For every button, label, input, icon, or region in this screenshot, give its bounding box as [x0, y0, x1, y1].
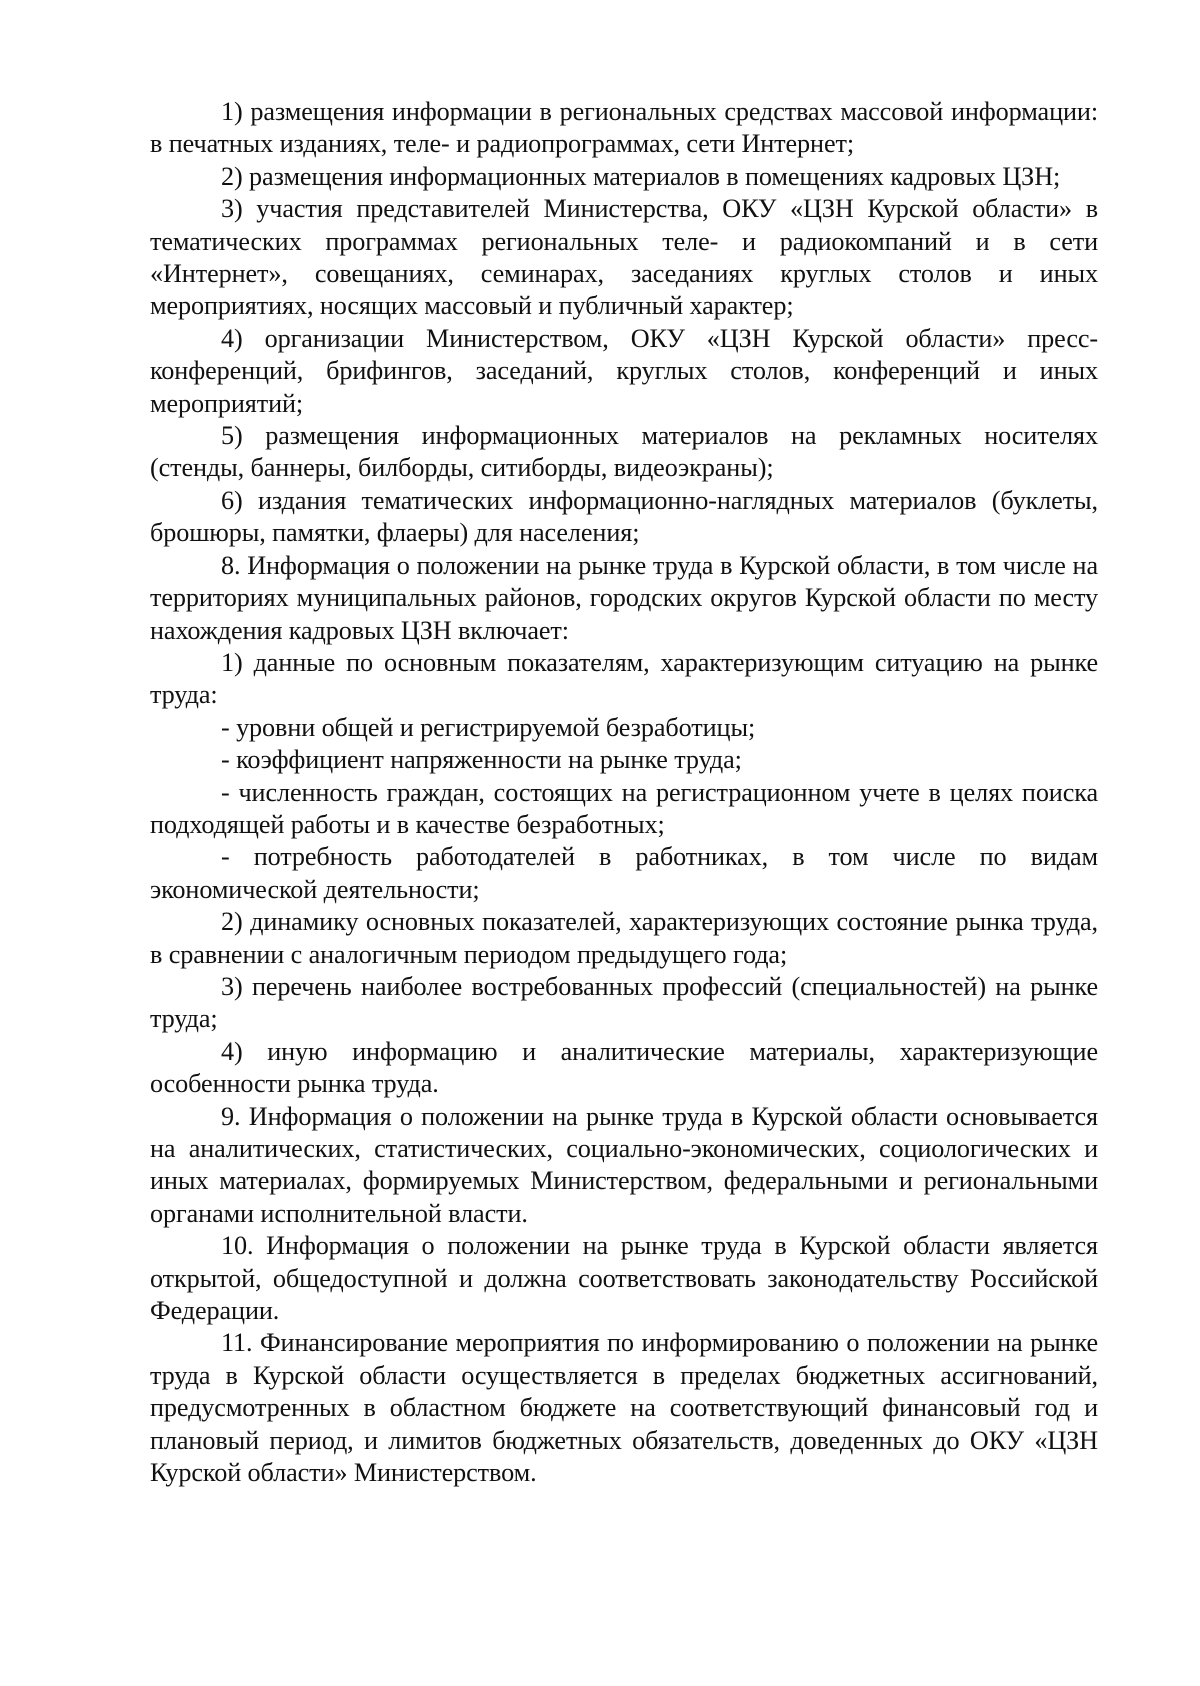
paragraph-item-4-organization: 4) организации Министерством, ОКУ «ЦЗН Курской области» пресс-конференций, брифингов, заседаний, круглых столов, конференций и иных мероприятий; — [150, 323, 1098, 418]
paragraph-bullet-registered: - численность граждан, состоящих на регистрационном учете в целях поиска подходящей работы и в качестве безработных; — [150, 777, 1098, 839]
paragraph-item-1-media: 1) размещения информации в региональных средствах массовой информации: в печатных изданиях, теле- и радиопрограммах, сети Интернет; — [150, 97, 1098, 159]
paragraph-item-3-professions: 3) перечень наиболее востребованных профессий (специальностей) на рынке труда; — [150, 971, 1098, 1034]
paragraph-section-10: 10. Информация о положении на рынке труда в Курской области является открытой, общедоступной и должна соответствовать законодательству Российской Федерации. — [150, 1231, 1098, 1326]
paragraph-item-2-dynamics: 2) динамику основных показателей, характеризующих состояние рынка труда, в сравнении с аналогичным периодом предыдущего года; — [150, 907, 1098, 969]
paragraph-bullet-tension: - коэффициент напряженности на рынке труда; — [221, 745, 742, 775]
paragraph-bullet-unemployment: - уровни общей и регистрируемой безработицы; — [221, 712, 756, 742]
paragraph-item-5-advertising: 5) размещения информационных материалов на рекламных носителях (стенды, баннеры, билборды, ситиборды, видеоэкраны); — [150, 421, 1098, 483]
paragraph-bullet-demand: - потребность работодателей в работниках, в том числе по видам экономической деятельности; — [150, 842, 1098, 904]
paragraph-item-4-other-info: 4) иную информацию и аналитические материалы, характеризующие особенности рынка труда. — [150, 1036, 1098, 1099]
document-body — [150, 96, 1098, 1489]
paragraph-item-6-publications: 6) издания тематических информационно-наглядных материалов (буклеты, брошюры, памятки, флаеры) для населения; — [150, 485, 1098, 548]
paragraph-item-1-indicators: 1) данные по основным показателям, характеризующим ситуацию на рынке труда: — [150, 647, 1098, 710]
paragraph-section-8: 8. Информация о положении на рынке труда в Курской области, в том числе на территориях муниципальных районов, городских округов Курской области по месту нахождения кадровых ЦЗН включает: — [150, 550, 1098, 645]
paragraph-item-3-participation: 3) участия представителей Министерства, ОКУ «ЦЗН Курской области» в тематических программах региональных теле- и радиокомпаний и в сети «Интернет», совещаниях, семинарах, заседаниях круглых столов и иных мероприятиях, носящих массовый и публичный характер; — [150, 194, 1098, 321]
paragraph-section-9: 9. Информация о положении на рынке труда в Курской области основывается на аналитических, статистических, социально-экономических, социологических и иных материалах, формируемых Министерством, федеральными и региональными органами исполнительной власти. — [150, 1101, 1098, 1228]
paragraph-item-2-premises: 2) размещения информационных материалов в помещениях кадровых ЦЗН; — [221, 161, 1061, 191]
paragraph-section-11: 11. Финансирование мероприятия по информированию о положении на рынке труда в Курской области осуществляется в пределах бюджетных ассигнований, предусмотренных в областном бюджете на соответствующий финансовый год и плановый период, и лимитов бюджетных обязательств, доведенных до ОКУ «ЦЗН Курской области» Министерством. — [150, 1328, 1098, 1488]
